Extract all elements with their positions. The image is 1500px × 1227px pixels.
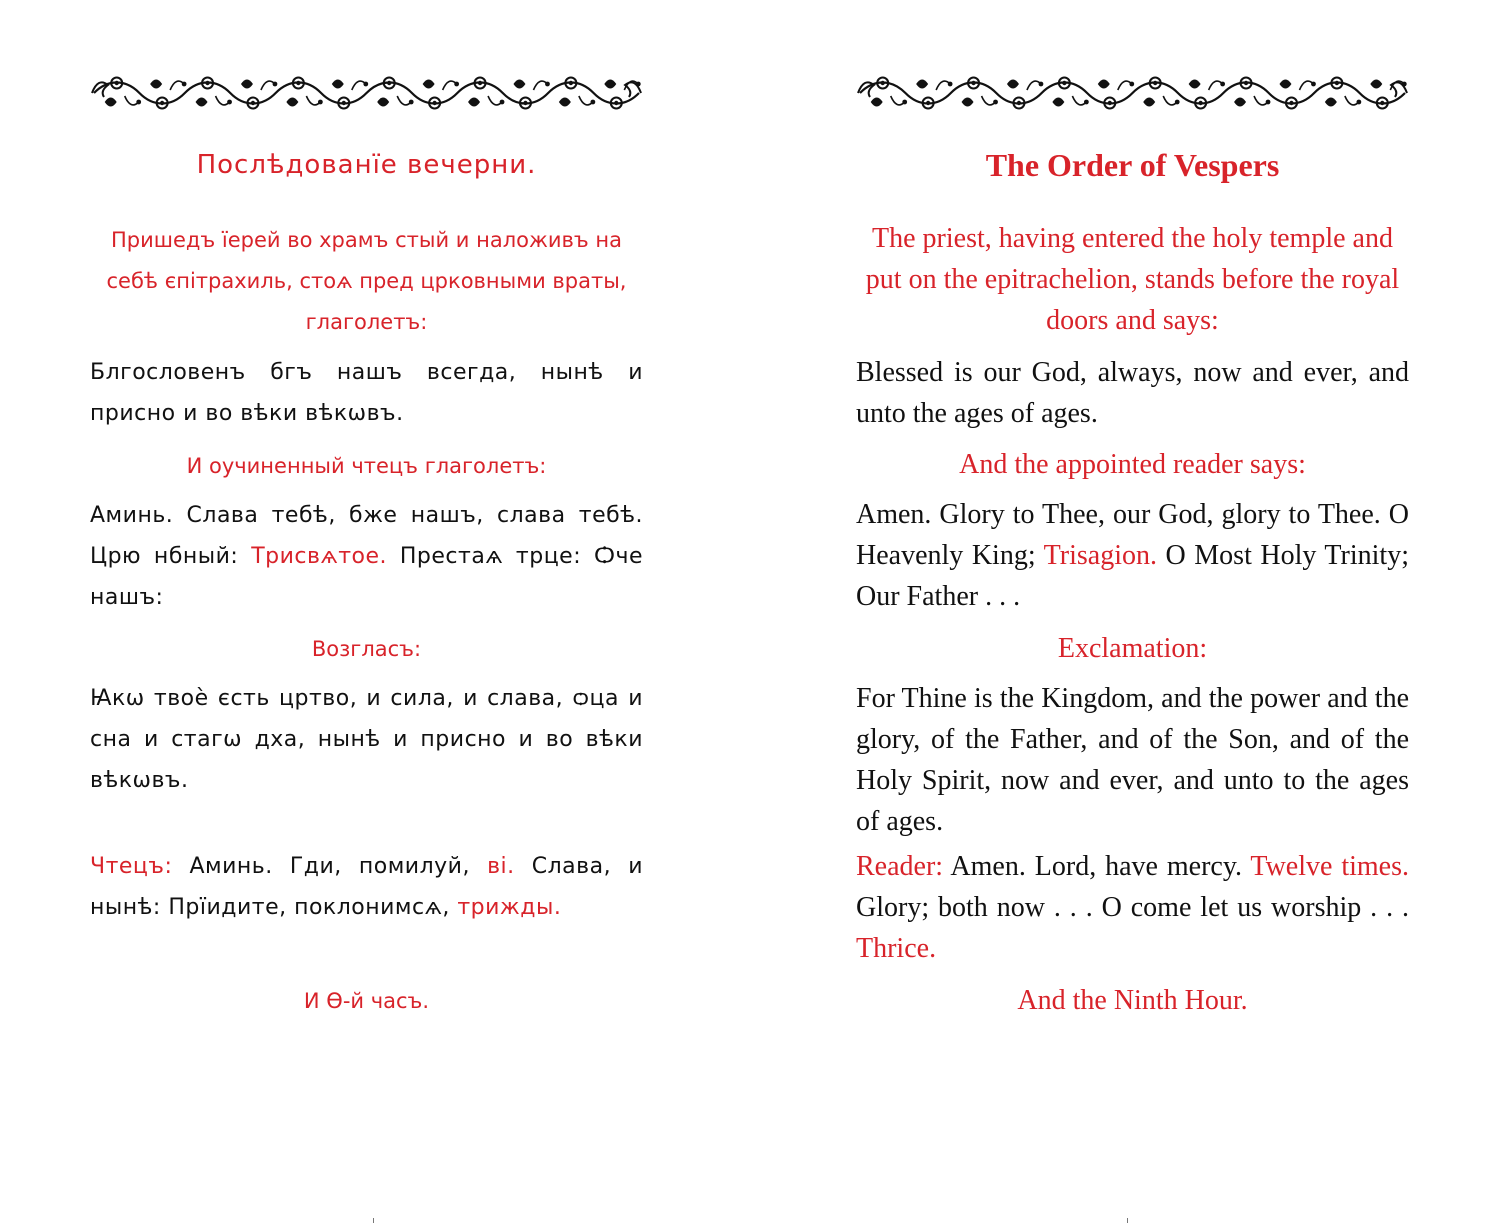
rubric-exclamation: Exclamation: xyxy=(1057,633,1208,664)
trisagion-rubric: Трисвѧтое. xyxy=(251,544,388,569)
reader-line xyxy=(856,846,1409,969)
rubric-ninth-hour: И Ѳ-й часъ. xyxy=(303,989,430,1013)
rubric-exclamation: Возгласъ: xyxy=(311,637,422,661)
reader-line-part1: Аминь. Гди, помилуй, xyxy=(172,854,488,879)
thrice-rubric: Thrice. xyxy=(856,933,937,964)
reader-response-part1: Аминь. Слава тебѣ, бже нашъ, слава тебѣ. Црю нбный: xyxy=(90,503,643,569)
page-title: The Order of Vespers xyxy=(985,147,1280,183)
page-crop-mark xyxy=(1127,1218,1128,1223)
left-page-slavonic xyxy=(90,0,643,1227)
reader-response xyxy=(856,494,1409,617)
reader-response-part1: Amen. Glory to Thee, our God, glory to Thee. O Heavenly King; xyxy=(856,499,1409,571)
reader-line-part2: Слава, и нынѣ: Прїидите, поклонимсѧ, xyxy=(90,854,643,920)
floral-headpiece-ornament-icon xyxy=(856,68,1409,118)
right-page-english xyxy=(856,0,1409,1227)
trisagion-rubric: Trisagion. xyxy=(1043,540,1157,571)
exclamation-text: Ꙗкѡ твоѐ єсть цртво, и сила, и слава, ѻца и сна и стагѡ дха, нынѣ и присно и во вѣки вѣкѡвъ. xyxy=(90,686,643,793)
reader-label: Чтецъ: xyxy=(90,854,173,879)
reader-response-part2: Престаѧ трце: Ѻче нашъ: xyxy=(90,544,643,610)
reader-line-part2: Glory; both now . . . O come let us worship . . . xyxy=(856,892,1409,923)
page-title: Послѣдованїе вечерни. xyxy=(196,150,537,180)
ornament-svg xyxy=(856,68,1409,118)
blessing-text: Blessed is our God, always, now and ever, and unto the ages of ages. xyxy=(856,357,1409,429)
times-rubric: ві. xyxy=(487,854,515,879)
reader-response xyxy=(90,495,643,618)
rubric-opening: Пришедъ їерей во храмъ стый и наложивъ на себѣ єпітрахиль, стоѧ пред црковными враты, глаголетъ: xyxy=(106,228,627,334)
rubric-reader: И оучиненный чтецъ глаголетъ: xyxy=(186,454,547,478)
reader-label: Reader: xyxy=(856,851,944,882)
reader-response-part2: O Most Holy Trinity; Our Father . . . xyxy=(856,540,1409,612)
rubric-opening: The priest, having entered the holy temple and put on the epitrachelion, stands before the royal doors and says: xyxy=(865,223,1400,336)
blessing-text: Блгословенъ бгъ нашъ всегда, нынѣ и присно и во вѣки вѣкѡвъ. xyxy=(90,360,643,426)
rubric-reader: And the appointed reader says: xyxy=(959,449,1306,480)
exclamation-text: For Thine is the Kingdom, and the power and the glory, of the Father, and of the Son, and of the Holy Spirit, now and ever, and unto to the ages of ages. xyxy=(856,683,1409,837)
reader-line xyxy=(90,846,643,928)
reader-line-part1: Amen. Lord, have mercy. xyxy=(943,851,1251,882)
thrice-rubric: трижды. xyxy=(457,895,562,920)
page-crop-mark xyxy=(373,1218,374,1223)
ornament-svg xyxy=(90,68,643,118)
floral-headpiece-ornament-icon xyxy=(90,68,643,118)
rubric-ninth-hour: And the Ninth Hour. xyxy=(1017,985,1248,1016)
times-rubric: Twelve times. xyxy=(1250,851,1409,882)
